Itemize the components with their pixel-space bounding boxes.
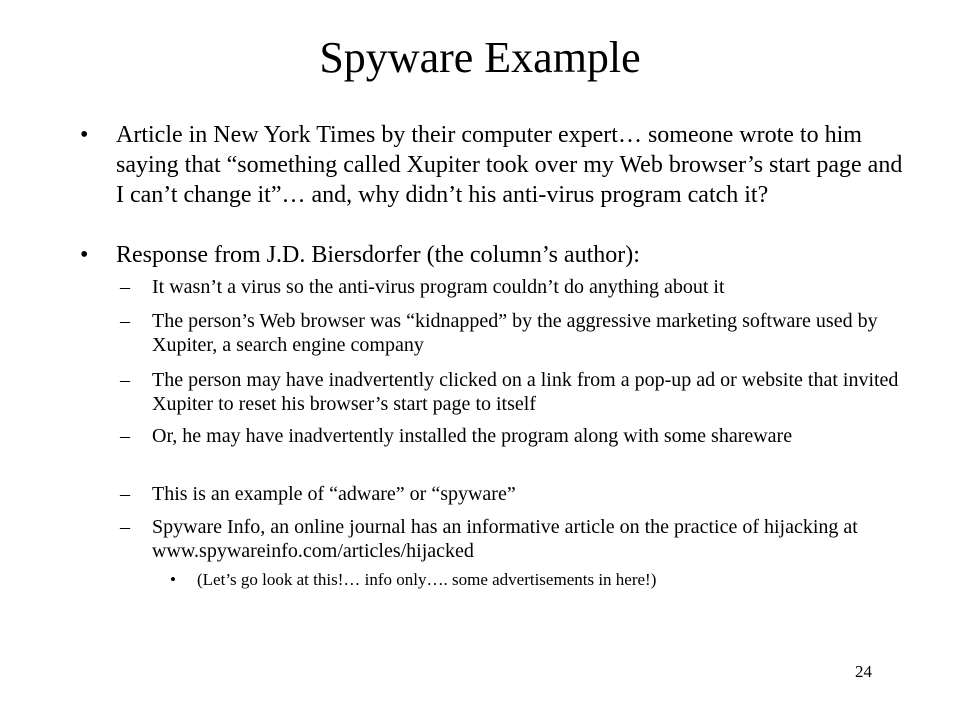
bullet-marker: • <box>80 122 89 148</box>
dash-marker: – <box>120 425 130 447</box>
slide-title: Spyware Example <box>319 33 641 82</box>
subbullet-adware <box>116 482 906 506</box>
dash-marker: – <box>120 483 130 505</box>
subbullet-text: Spyware Info, an online journal has an informative article on the practice of hijacking at www.spywareinfo.com/articles/hijacked <box>152 516 858 562</box>
subbullet-text: This is an example of “adware” or “spyware” <box>152 483 516 505</box>
subsubbullet-text: (Let’s go look at this!… info only…. some advertisements in here!) <box>197 570 657 589</box>
subbullet-text: It wasn’t a virus so the anti-virus program couldn’t do anything about it <box>152 276 725 298</box>
dash-marker: – <box>120 276 130 298</box>
dash-marker: – <box>120 516 130 538</box>
bullet-response <box>80 240 910 270</box>
subbullet-spyware-info <box>116 515 906 563</box>
bullet-text: Response from J.D. Biersdorfer (the column’s author): <box>116 242 640 268</box>
dash-marker: – <box>120 310 130 332</box>
subbullet-text: Or, he may have inadvertently installed the program along with some shareware <box>152 425 793 447</box>
subbullet-text: The person’s Web browser was “kidnapped” by the aggressive marketing software used by Xupiter, a search engine company <box>152 310 878 356</box>
subbullet-shareware <box>116 424 906 448</box>
subbullet-text: The person may have inadvertently clicked on a link from a pop-up ad or website that invited Xupiter to reset his browser’s start page to itself <box>152 369 899 415</box>
subbullet-kidnapped <box>116 309 906 357</box>
bullet-marker: • <box>170 570 176 589</box>
subbullet-popup <box>116 368 906 416</box>
subsubbullet-lets-look <box>170 569 890 591</box>
bullet-marker: • <box>80 242 89 268</box>
dash-marker: – <box>120 369 130 391</box>
bullet-text: Article in New York Times by their computer expert… someone wrote to him saying that “something called Xupiter took over my Web browser’s start page and I can’t change it”… and, why didn’t his anti-virus program catch it? <box>116 122 903 208</box>
bullet-article <box>80 120 910 210</box>
subbullet-not-virus <box>116 275 906 299</box>
page-number: 24 <box>855 662 872 681</box>
